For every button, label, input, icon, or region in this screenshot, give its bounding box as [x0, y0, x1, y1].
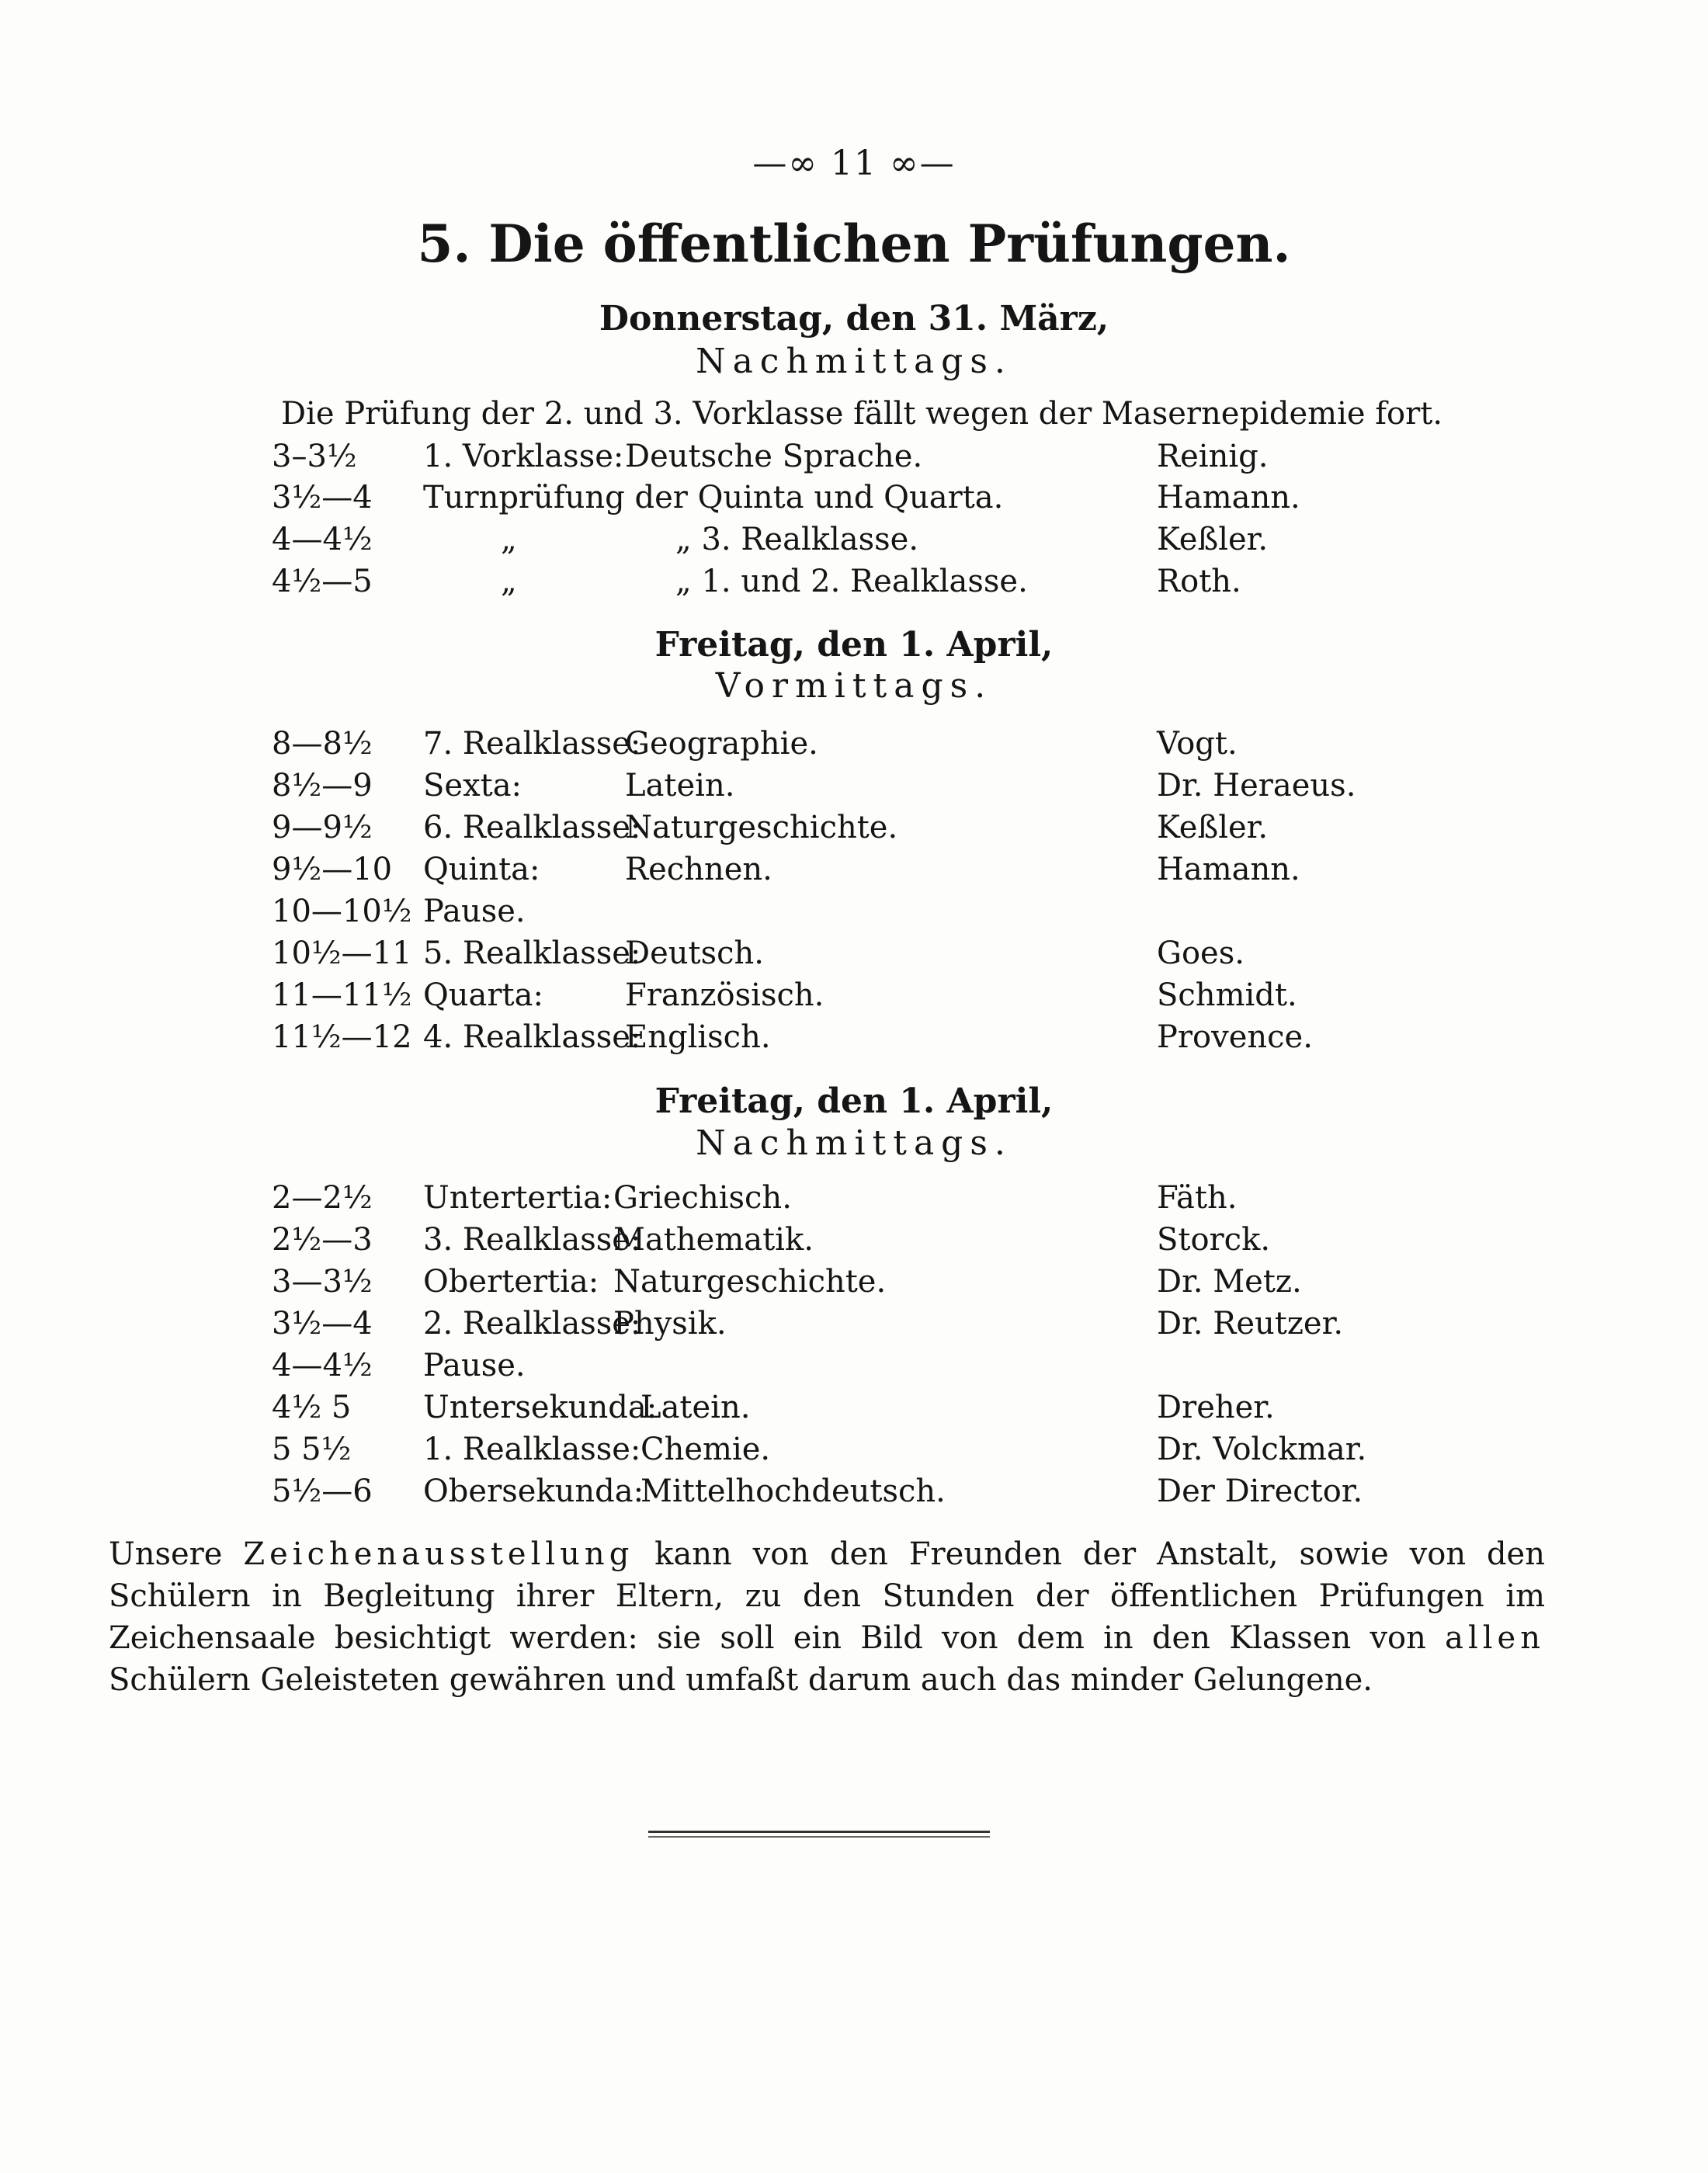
row-class: 1. Realklasse:	[423, 1432, 641, 1467]
row-class: „	[501, 564, 517, 599]
row-time: 3½—4	[272, 480, 373, 515]
table-row	[0, 1432, 1708, 1474]
section-title: 5. Die öffentlichen Prüfungen.	[417, 213, 1291, 274]
table-row	[0, 1180, 1708, 1222]
closing-text-3: Schülern Geleisteten gewähren und umfaßt darum auch das minder Gelungene.	[109, 1662, 1373, 1698]
closing-paragraph	[109, 1533, 1545, 1701]
row-teacher: Schmidt.	[1157, 977, 1297, 1013]
row-teacher: Hamann.	[1157, 852, 1300, 887]
table-row	[0, 1264, 1708, 1306]
table-row	[0, 1019, 1708, 1061]
row-class: 6. Realklasse:	[423, 810, 641, 845]
row-class: Quarta:	[423, 977, 543, 1013]
ornament-left: —∞	[752, 144, 831, 183]
row-time: 3½—4	[272, 1306, 373, 1342]
row-teacher: Keßler.	[1157, 522, 1269, 557]
row-teacher: Keßler.	[1157, 810, 1269, 845]
row-subject: Geographie.	[625, 726, 818, 762]
row-time: 5½—6	[272, 1474, 373, 1509]
row-teacher: Roth.	[1157, 564, 1241, 599]
row-class: 3. Realklasse:	[423, 1222, 641, 1258]
row-time: 9—9½	[272, 810, 373, 845]
row-class: Quinta:	[423, 852, 540, 887]
row-time: 5 5½	[272, 1432, 352, 1467]
row-subject: Physik.	[613, 1306, 727, 1342]
row-teacher: Dr. Metz.	[1157, 1264, 1302, 1300]
row-teacher: Der Director.	[1157, 1474, 1363, 1509]
row-subject: Deutsch.	[625, 936, 764, 971]
table-row	[0, 726, 1708, 768]
row-subject: Latein.	[625, 768, 735, 804]
row-teacher: Dr. Volckmar.	[1157, 1432, 1367, 1467]
row-time: 10—10½	[272, 894, 412, 929]
section-3-time-of-day: Nachmittags.	[696, 1123, 1012, 1163]
row-time: 4—4½	[272, 522, 373, 557]
section-2-day: Freitag, den 1. April,	[654, 625, 1054, 665]
table-row	[0, 480, 1708, 522]
row-class: Obertertia:	[423, 1264, 599, 1300]
table-row	[0, 1390, 1708, 1432]
table-row	[0, 852, 1708, 894]
table-row	[0, 977, 1708, 1019]
decorative-rule	[648, 1831, 990, 1838]
row-class: 4. Realklasse:	[423, 1019, 641, 1055]
table-row	[0, 1474, 1708, 1515]
row-time: 9½—10	[272, 852, 393, 887]
row-subject: Deutsche Sprache.	[625, 439, 923, 474]
row-teacher: Dr. Heraeus.	[1157, 768, 1356, 804]
section-1-time-of-day: Nachmittags.	[696, 342, 1012, 381]
row-subject: Naturgeschichte.	[613, 1264, 887, 1300]
row-teacher: Dreher.	[1157, 1390, 1275, 1425]
closing-text-1: Unsere	[109, 1536, 244, 1572]
row-teacher: Hamann.	[1157, 480, 1300, 515]
row-subject: Griechisch.	[613, 1180, 792, 1216]
row-teacher: Fäth.	[1157, 1180, 1238, 1216]
row-time: 8—8½	[272, 726, 373, 762]
closing-text-2: kann von den Freunden der Anstalt, sowie von den Schülern in Begleitung ihrer Eltern, zu den Stunden der öffentlichen Prüfungen im Zeichensaale besichtigt werden: sie soll ein Bild von dem in den Klassen von	[109, 1536, 1545, 1656]
row-time: 3—3½	[272, 1264, 373, 1300]
row-class: 5. Realklasse:	[423, 936, 641, 971]
row-subject: Englisch.	[625, 1019, 771, 1055]
row-time: 2½—3	[272, 1222, 373, 1258]
table-row	[0, 1306, 1708, 1348]
row-subject: Chemie.	[640, 1432, 771, 1467]
table-row	[0, 564, 1708, 606]
row-time: 4—4½	[272, 1348, 373, 1383]
row-class: Untersekunda:	[423, 1390, 658, 1425]
row-teacher: Storck.	[1157, 1222, 1271, 1258]
table-row	[0, 1222, 1708, 1264]
table-row	[0, 936, 1708, 977]
table-row	[0, 810, 1708, 852]
row-teacher: Reinig.	[1157, 439, 1269, 474]
row-subject: Latein.	[640, 1390, 751, 1425]
row-class: Sexta:	[423, 768, 522, 804]
closing-emphasis-2: allen	[1445, 1620, 1545, 1656]
row-subject: „ 1. und 2. Realklasse.	[675, 564, 1028, 599]
row-teacher: Vogt.	[1157, 726, 1238, 762]
row-class: 1. Vorklasse:	[423, 439, 624, 474]
table-row	[0, 522, 1708, 564]
row-class: Turnprüfung der Quinta und Quarta.	[423, 480, 1004, 515]
row-subject: Mathematik.	[613, 1222, 814, 1258]
row-time: 4½—5	[272, 564, 373, 599]
row-class: 7. Realklasse:	[423, 726, 641, 762]
closing-emphasis-1: Zeichenausstellung	[243, 1536, 634, 1572]
row-time: 10½—11	[272, 936, 412, 971]
row-subject: Rechnen.	[625, 852, 772, 887]
row-teacher: Provence.	[1157, 1019, 1313, 1055]
row-class: Untertertia:	[423, 1180, 613, 1216]
row-teacher: Dr. Reutzer.	[1157, 1306, 1344, 1342]
section-2-time-of-day: Vormittags.	[715, 666, 993, 706]
row-class: 2. Realklasse:	[423, 1306, 641, 1342]
row-subject: Mittelhochdeutsch.	[640, 1474, 946, 1509]
row-subject: Französisch.	[625, 977, 824, 1013]
table-row	[0, 894, 1708, 936]
section-1-day: Donnerstag, den 31. März,	[599, 299, 1109, 338]
row-teacher: Goes.	[1157, 936, 1245, 971]
row-time: 4½ 5	[272, 1390, 352, 1425]
table-row	[0, 439, 1708, 481]
row-subject: Naturgeschichte.	[625, 810, 898, 845]
row-time: 3–3½	[272, 439, 357, 474]
row-subject: „ 3. Realklasse.	[675, 522, 919, 557]
row-time: 11½—12	[272, 1019, 412, 1055]
row-time: 2—2½	[272, 1180, 373, 1216]
row-time: 8½—9	[272, 768, 373, 804]
section-3-day: Freitag, den 1. April,	[654, 1081, 1054, 1121]
page-number-value: 11	[831, 144, 877, 183]
row-class: Pause.	[423, 894, 526, 929]
row-time: 11—11½	[272, 977, 412, 1013]
table-row	[0, 1348, 1708, 1390]
table-row	[0, 768, 1708, 810]
page-number	[0, 144, 1708, 183]
ornament-right: ∞—	[877, 144, 956, 183]
section-1-note: Die Prüfung der 2. und 3. Vorklasse fällt wegen der Masernepidemie fort.	[280, 396, 1443, 432]
row-class: Pause.	[423, 1348, 526, 1383]
row-class: „	[501, 522, 517, 557]
row-class: Obersekunda:	[423, 1474, 644, 1509]
